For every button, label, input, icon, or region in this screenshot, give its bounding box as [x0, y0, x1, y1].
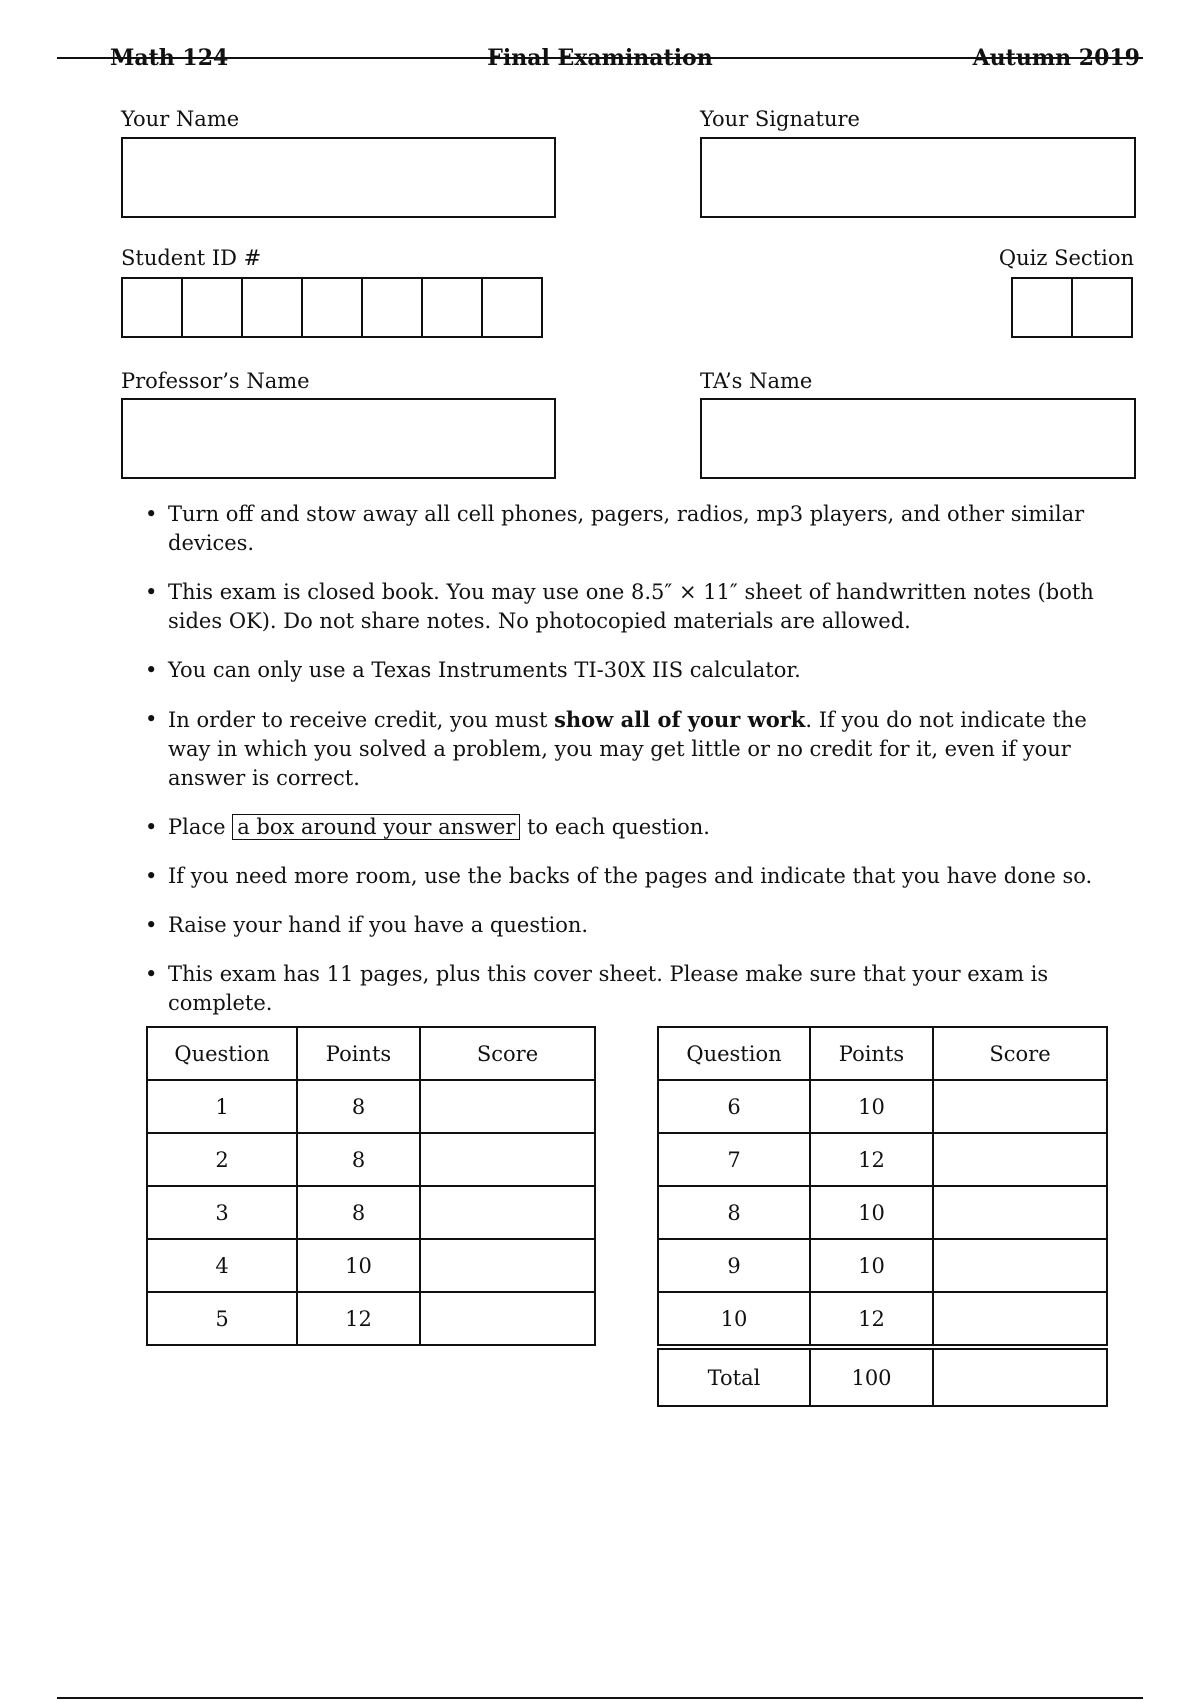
score-table-left [146, 1026, 596, 1346]
boxed-answer-example: a box around your answer [232, 814, 520, 840]
score-cell[interactable] [420, 1133, 595, 1186]
student-id-boxes [121, 277, 543, 338]
professor-box[interactable] [121, 398, 556, 479]
total-score-cell[interactable] [933, 1349, 1107, 1406]
total-label: Total [658, 1349, 810, 1406]
instruction-item: • Place a box around your answer to each question. [145, 813, 1130, 842]
course-title: Math 124 [110, 45, 229, 71]
question-number: 1 [147, 1080, 297, 1133]
question-points: 12 [297, 1292, 420, 1345]
score-cell[interactable] [420, 1292, 595, 1345]
instruction-item: • This exam has 11 pages, plus this cover sheet. Please make sure that your exam is complete. [145, 960, 1130, 1018]
question-number: 3 [147, 1186, 297, 1239]
question-number: 9 [658, 1239, 810, 1292]
table-row [147, 1292, 595, 1345]
exam-term: Autumn 2019 [972, 45, 1140, 71]
instruction-item: • Raise your hand if you have a question. [145, 911, 1130, 940]
question-number: 7 [658, 1133, 810, 1186]
table-row [147, 1133, 595, 1186]
student-id-digit-box[interactable] [301, 277, 363, 338]
question-points: 10 [297, 1239, 420, 1292]
table-row [147, 1186, 595, 1239]
score-cell[interactable] [420, 1186, 595, 1239]
column-header: Score [420, 1027, 595, 1080]
instruction-item: • If you need more room, use the backs of the pages and indicate that you have done so. [145, 862, 1130, 891]
instruction-item: • Turn off and stow away all cell phones, pagers, radios, mp3 players, and other similar devices. [145, 500, 1130, 558]
question-number: 8 [658, 1186, 810, 1239]
instruction-item: • This exam is closed book. You may use one 8.5″ × 11″ sheet of handwritten notes (both sides OK). Do not share notes. No photocopied materials are allowed. [145, 578, 1130, 636]
student-id-digit-box[interactable] [481, 277, 543, 338]
instruction-item: • In order to receive credit, you must show all of your work. If you do not indicate the way in which you solved a problem, you may get little or no credit for it, even if your answer is correct. [145, 705, 1130, 793]
student-id-label: Student ID # [121, 246, 262, 270]
question-number: 2 [147, 1133, 297, 1186]
question-points: 10 [810, 1080, 933, 1133]
quiz-section-label: Quiz Section [998, 246, 1134, 270]
column-header: Points [810, 1027, 933, 1080]
table-row [658, 1080, 1107, 1133]
score-cell[interactable] [933, 1239, 1107, 1292]
question-number: 4 [147, 1239, 297, 1292]
question-number: 10 [658, 1292, 810, 1345]
name-box[interactable] [121, 137, 556, 218]
student-id-digit-box[interactable] [121, 277, 183, 338]
column-header: Score [933, 1027, 1107, 1080]
column-header: Points [297, 1027, 420, 1080]
score-cell[interactable] [933, 1186, 1107, 1239]
question-points: 12 [810, 1133, 933, 1186]
instructions-list [145, 500, 1130, 1038]
question-points: 10 [810, 1186, 933, 1239]
table-row [658, 1133, 1107, 1186]
score-cell[interactable] [420, 1239, 595, 1292]
table-row [147, 1080, 595, 1133]
ta-box[interactable] [700, 398, 1136, 479]
exam-title: Final Examination [487, 45, 713, 71]
score-cell[interactable] [933, 1133, 1107, 1186]
emphasis-text: show all of your work [554, 707, 806, 732]
score-cell[interactable] [933, 1080, 1107, 1133]
question-points: 12 [810, 1292, 933, 1345]
question-number: 5 [147, 1292, 297, 1345]
student-id-digit-box[interactable] [241, 277, 303, 338]
professor-label: Professor’s Name [121, 369, 310, 393]
question-points: 8 [297, 1080, 420, 1133]
table-row [658, 1239, 1107, 1292]
table-row [658, 1292, 1107, 1345]
student-id-digit-box[interactable] [361, 277, 423, 338]
ta-label: TA’s Name [700, 369, 813, 393]
question-points: 10 [810, 1239, 933, 1292]
student-id-digit-box[interactable] [181, 277, 243, 338]
score-table-right [657, 1026, 1108, 1407]
table-row [658, 1186, 1107, 1239]
column-header: Question [658, 1027, 810, 1080]
signature-label: Your Signature [700, 107, 860, 131]
student-id-digit-box[interactable] [421, 277, 483, 338]
score-cell[interactable] [933, 1292, 1107, 1345]
table-header-row [658, 1027, 1107, 1080]
column-header: Question [147, 1027, 297, 1080]
question-points: 8 [297, 1133, 420, 1186]
quiz-section-digit-box[interactable] [1011, 277, 1073, 338]
total-row [658, 1349, 1107, 1406]
signature-box[interactable] [700, 137, 1136, 218]
score-cell[interactable] [420, 1080, 595, 1133]
quiz-section-boxes [1011, 277, 1133, 338]
table-header-row [147, 1027, 595, 1080]
instruction-item: • You can only use a Texas Instruments TI-30X IIS calculator. [145, 656, 1130, 685]
table-row [147, 1239, 595, 1292]
name-label: Your Name [121, 107, 240, 131]
footer-rule [57, 1697, 1143, 1699]
total-points: 100 [810, 1349, 933, 1406]
question-points: 8 [297, 1186, 420, 1239]
question-number: 6 [658, 1080, 810, 1133]
quiz-section-digit-box[interactable] [1071, 277, 1133, 338]
